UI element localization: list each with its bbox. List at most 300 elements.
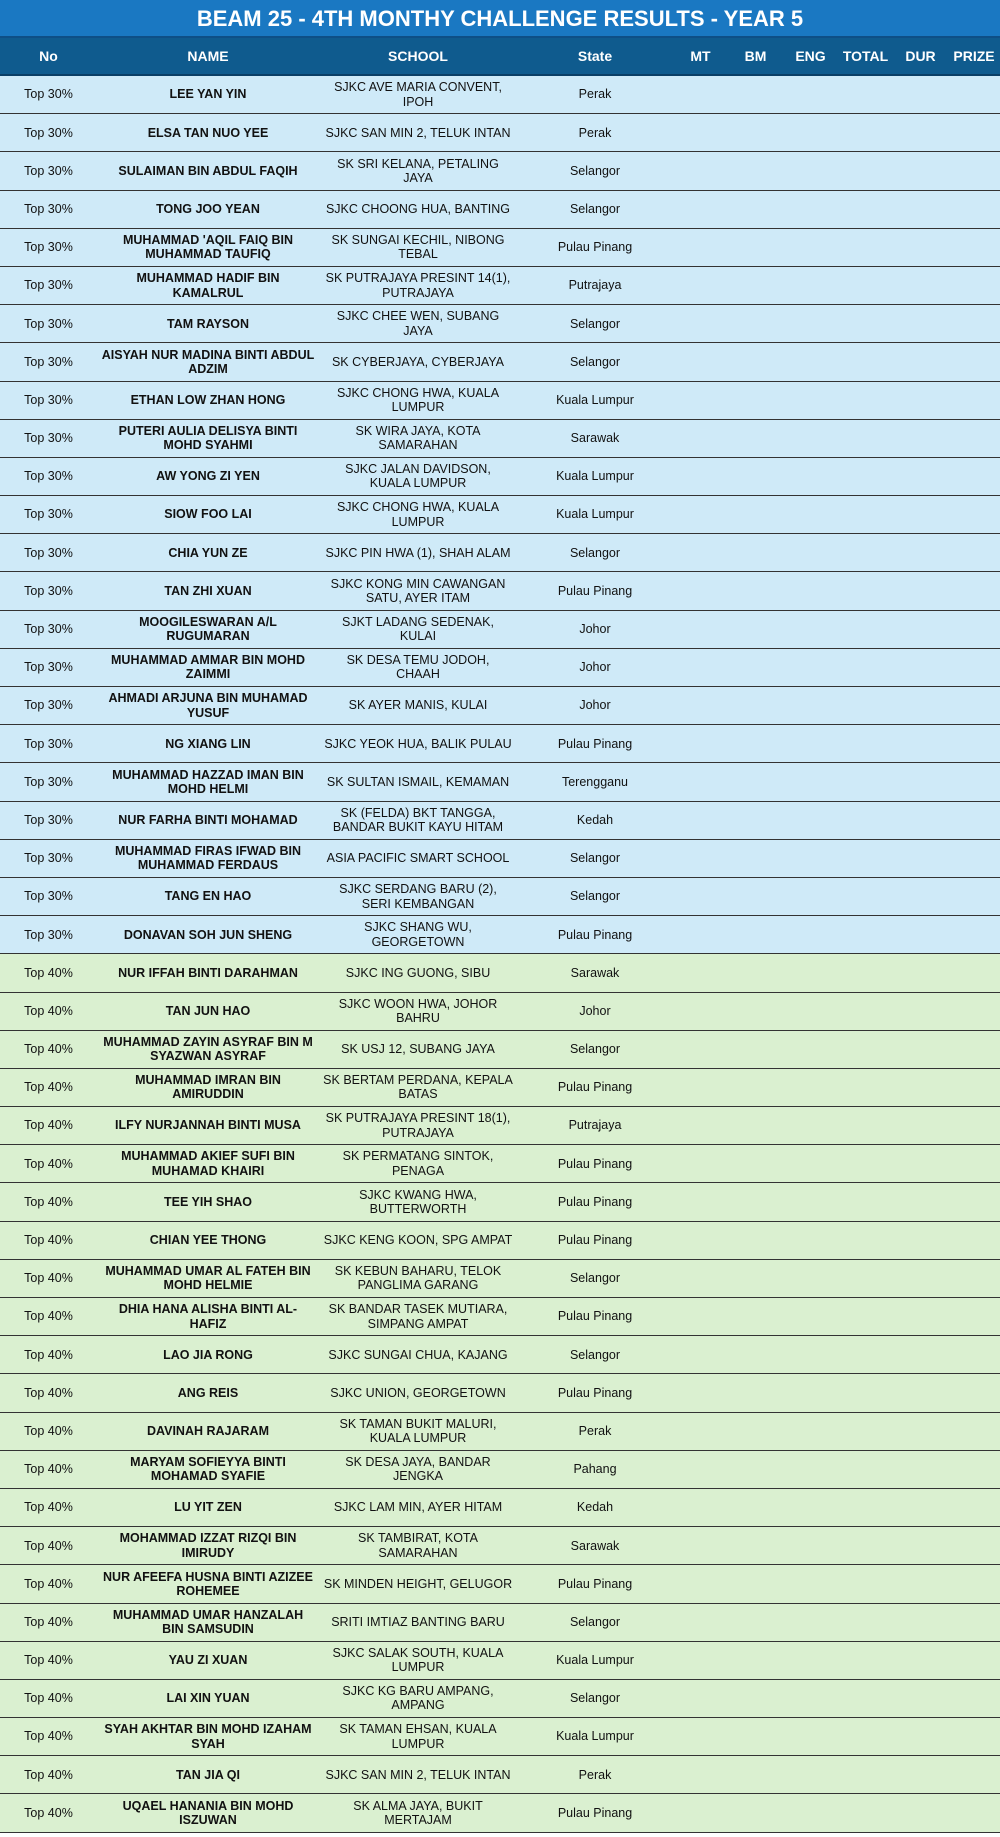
mt-cell [673,1680,728,1717]
eng-cell [783,572,838,609]
eng-cell [783,1604,838,1641]
total-cell [838,1031,893,1068]
eng-cell [783,1451,838,1488]
eng-cell [783,611,838,648]
bm-cell [728,1183,783,1220]
table-header [0,38,1000,76]
rank-cell: Top 40% [24,1538,73,1553]
table-row [0,114,1000,152]
prize-cell [948,152,1000,189]
school-cell: SJKC SHANG WU, GEORGETOWN [364,920,472,949]
state-cell: Pulau Pinang [557,1233,633,1248]
dur-cell [893,191,948,228]
table-row [0,1031,1000,1069]
name-cell: TAN JIA QI [176,1767,240,1782]
school-cell: SK DESA JAYA, BANDAR JENGKA [345,1454,491,1484]
rank-cell: Top 30% [24,889,73,904]
bm-cell [728,1451,783,1488]
rank-cell: Top 30% [24,698,73,713]
total-cell [838,1069,893,1106]
mt-cell [673,305,728,342]
table-row [0,916,1000,954]
dur-cell [893,1756,948,1793]
total-cell [838,1527,893,1564]
eng-cell [783,1718,838,1755]
name-cell: AW YONG ZI YEN [156,469,260,484]
dur-cell [893,1489,948,1526]
school-cell: SJKC SAN MIN 2, TELUK INTAN [325,125,511,140]
rank-cell: Top 40% [24,1423,73,1438]
total-cell [838,267,893,304]
bm-cell [728,420,783,457]
rank-cell: Top 40% [24,1500,73,1515]
school-cell: SJKC CHONG HWA, KUALA LUMPUR [336,385,500,415]
state-cell: Selangor [569,1347,621,1362]
mt-cell [673,1145,728,1182]
total-cell [838,496,893,533]
mt-cell [673,1794,728,1831]
rank-cell: Top 30% [24,469,73,484]
eng-cell [783,1336,838,1373]
eng-cell [783,152,838,189]
mt-cell [673,611,728,648]
rank-cell: Top 40% [24,1462,73,1477]
bm-cell [728,152,783,189]
school-cell: SRITI IMTIAZ BANTING BARU [331,1614,505,1629]
total-cell [838,191,893,228]
prize-cell [948,649,1000,686]
name-cell: AISYAH NUR MADINA BINTI ABDUL ADZIM [101,347,315,376]
state-cell: Pulau Pinang [557,736,633,751]
table-row [0,1145,1000,1183]
eng-cell [783,1145,838,1182]
eng-cell [783,1565,838,1602]
name-cell: TAM RAYSON [167,316,249,331]
total-cell [838,1145,893,1182]
dur-cell [893,840,948,877]
total-cell [838,534,893,571]
name-cell: MUHAMMAD UMAR AL FATEH BIN MOHD HELMIE [105,1264,311,1293]
prize-cell [948,76,1000,113]
dur-cell [893,1604,948,1641]
mt-cell [673,382,728,419]
rank-cell: Top 40% [24,1653,73,1668]
name-cell: DHIA HANA ALISHA BINTI AL-HAFIZ [118,1302,298,1331]
column-header-prize: PRIZE [953,48,995,64]
prize-cell [948,572,1000,609]
column-header-bm: BM [744,48,767,64]
bm-cell [728,763,783,800]
bm-cell [728,76,783,113]
table-row [0,1451,1000,1489]
name-cell: NG XIANG LIN [165,736,251,751]
state-cell: Kuala Lumpur [556,469,634,484]
state-cell: Selangor [569,316,621,331]
bm-cell [728,802,783,839]
prize-cell [948,496,1000,533]
table-row [0,1413,1000,1451]
name-cell: MUHAMMAD AMMAR BIN MOHD ZAIMMI [111,653,305,682]
state-cell: Pulau Pinang [557,240,633,255]
mt-cell [673,534,728,571]
prize-cell [948,878,1000,915]
mt-cell [673,649,728,686]
rank-cell: Top 30% [24,927,73,942]
table-row [0,1718,1000,1756]
table-row [0,1298,1000,1336]
table-row [0,1260,1000,1298]
state-cell: Terengganu [561,774,629,789]
rank-cell: Top 30% [24,660,73,675]
total-cell [838,763,893,800]
eng-cell [783,343,838,380]
total-cell [838,725,893,762]
dur-cell [893,649,948,686]
school-cell: SK (FELDA) BKT TANGGA, BANDAR BUKIT KAYU HITAM [332,805,504,835]
state-cell: Sarawak [570,431,620,446]
rank-cell: Top 40% [24,1691,73,1706]
table-row [0,1794,1000,1832]
table-row [0,840,1000,878]
table-row [0,1069,1000,1107]
eng-cell [783,191,838,228]
name-cell: AHMADI ARJUNA BIN MUHAMAD YUSUF [108,691,308,720]
table-row [0,993,1000,1031]
school-cell: SK WIRA JAYA, KOTA SAMARAHAN [355,423,481,453]
total-cell [838,1718,893,1755]
bm-cell [728,382,783,419]
rank-cell: Top 40% [24,1805,73,1820]
table-row [0,191,1000,229]
bm-cell [728,1107,783,1144]
prize-cell [948,458,1000,495]
name-cell: SULAIMAN BIN ABDUL FAQIH [118,163,298,178]
mt-cell [673,1336,728,1373]
school-cell: SJKC ING GUONG, SIBU [345,965,491,980]
name-cell: MUHAMMAD 'AQIL FAIQ BIN MUHAMMAD TAUFIQ [122,232,294,262]
total-cell [838,114,893,151]
mt-cell [673,802,728,839]
eng-cell [783,687,838,724]
state-cell: Perak [578,1767,612,1782]
state-cell: Selangor [569,163,621,178]
state-cell: Selangor [569,851,621,866]
mt-cell [673,1565,728,1602]
state-cell: Putrajaya [568,1118,622,1133]
mt-cell [673,267,728,304]
dur-cell [893,114,948,151]
school-cell: SJKC CHONG HWA, KUALA LUMPUR [336,500,500,529]
mt-cell [673,725,728,762]
total-cell [838,878,893,915]
eng-cell [783,725,838,762]
mt-cell [673,1183,728,1220]
school-cell: SJKC UNION, GEORGETOWN [330,1385,506,1400]
name-cell: PUTERI AULIA DELISYA BINTI MOHD SYAHMI [118,423,298,453]
prize-cell [948,1756,1000,1793]
state-cell: Kuala Lumpur [556,1653,634,1668]
school-cell: SK PUTRAJAYA PRESINT 14(1), PUTRAJAYA [325,271,511,300]
school-cell: SK TAMAN BUKIT MALURI, KUALA LUMPUR [339,1416,497,1446]
column-header-total: TOTAL [842,48,889,64]
bm-cell [728,1145,783,1182]
prize-cell [948,305,1000,342]
eng-cell [783,458,838,495]
mt-cell [673,1222,728,1259]
name-cell: DAVINAH RAJARAM [147,1423,269,1438]
name-cell: UQAEL HANANIA BIN MOHD ISZUWAN [122,1798,294,1828]
school-cell: SK USJ 12, SUBANG JAYA [341,1042,495,1057]
school-cell: SJKC SAN MIN 2, TELUK INTAN [325,1767,511,1782]
name-cell: ANG REIS [177,1385,239,1400]
bm-cell [728,1413,783,1450]
rank-cell: Top 40% [24,1003,73,1018]
dur-cell [893,229,948,266]
bm-cell [728,878,783,915]
total-cell [838,420,893,457]
prize-cell [948,229,1000,266]
eng-cell [783,1527,838,1564]
mt-cell [673,1374,728,1411]
state-cell: Pulau Pinang [557,1576,633,1591]
mt-cell [673,1718,728,1755]
prize-cell [948,1527,1000,1564]
state-cell: Johor [579,698,611,713]
state-cell: Selangor [569,545,621,560]
prize-cell [948,420,1000,457]
mt-cell [673,76,728,113]
mt-cell [673,1031,728,1068]
table-row [0,267,1000,305]
name-cell: DONAVAN SOH JUN SHENG [123,927,293,942]
dur-cell [893,305,948,342]
school-cell: SJKC KG BARU AMPANG, AMPANG [342,1684,494,1713]
mt-cell [673,954,728,991]
bm-cell [728,343,783,380]
eng-cell [783,1756,838,1793]
total-cell [838,1183,893,1220]
eng-cell [783,1489,838,1526]
dur-cell [893,1031,948,1068]
state-cell: Kedah [576,1500,614,1515]
school-cell: SJKC AVE MARIA CONVENT, IPOH [334,80,502,109]
rank-cell: Top 40% [24,1576,73,1591]
table-row [0,420,1000,458]
state-cell: Pulau Pinang [557,1309,633,1324]
state-cell: Pulau Pinang [557,1194,633,1209]
prize-cell [948,802,1000,839]
prize-cell [948,1413,1000,1450]
table-row [0,1527,1000,1565]
total-cell [838,840,893,877]
table-row [0,1222,1000,1260]
column-header-state: State [577,48,613,64]
dur-cell [893,420,948,457]
prize-cell [948,1183,1000,1220]
name-cell: CHIAN YEE THONG [149,1233,267,1248]
eng-cell [783,496,838,533]
prize-cell [948,916,1000,953]
column-header-no: No [39,48,58,64]
mt-cell [673,1413,728,1450]
prize-cell [948,725,1000,762]
prize-cell [948,1794,1000,1831]
bm-cell [728,1756,783,1793]
rank-cell: Top 30% [24,201,73,216]
table-row [0,611,1000,649]
table-row [0,458,1000,496]
rank-cell: Top 30% [24,163,73,178]
state-cell: Selangor [569,1614,621,1629]
total-cell [838,152,893,189]
eng-cell [783,229,838,266]
eng-cell [783,763,838,800]
table-row [0,802,1000,840]
prize-cell [948,1374,1000,1411]
prize-cell [948,1451,1000,1488]
rank-cell: Top 30% [24,125,73,140]
prize-cell [948,1107,1000,1144]
prize-cell [948,1642,1000,1679]
school-cell: SK AYER MANIS, KULAI [348,698,488,713]
rank-cell: Top 40% [24,1080,73,1095]
bm-cell [728,1260,783,1297]
rank-cell: Top 30% [24,354,73,369]
dur-cell [893,1718,948,1755]
name-cell: MUHAMMAD IMRAN BIN AMIRUDDIN [135,1073,281,1102]
state-cell: Pulau Pinang [557,1156,633,1171]
school-cell: SK CYBERJAYA, CYBERJAYA [331,354,505,369]
mt-cell [673,993,728,1030]
eng-cell [783,1680,838,1717]
dur-cell [893,76,948,113]
name-cell: MUHAMMAD ZAYIN ASYRAF BIN M SYAZWAN ASYRAF [103,1034,313,1064]
table-row [0,649,1000,687]
dur-cell [893,1451,948,1488]
total-cell [838,1489,893,1526]
mt-cell [673,1604,728,1641]
rank-cell: Top 40% [24,1767,73,1782]
state-cell: Kedah [576,812,614,827]
name-cell: ILFY NURJANNAH BINTI MUSA [115,1118,301,1133]
total-cell [838,229,893,266]
table-row [0,496,1000,534]
name-cell: TEE YIH SHAO [164,1194,252,1209]
total-cell [838,1336,893,1373]
bm-cell [728,1222,783,1259]
total-cell [838,76,893,113]
bm-cell [728,267,783,304]
name-cell: MOHAMMAD IZZAT RIZQI BIN IMIRUDY [119,1531,297,1560]
total-cell [838,1756,893,1793]
mt-cell [673,1451,728,1488]
mt-cell [673,1298,728,1335]
results-table [0,76,1000,1833]
total-cell [838,687,893,724]
name-cell: MUHAMMAD HADIF BIN KAMALRUL [136,271,280,300]
dur-cell [893,1413,948,1450]
state-cell: Selangor [569,201,621,216]
eng-cell [783,993,838,1030]
rank-cell: Top 30% [24,851,73,866]
table-row [0,152,1000,190]
prize-cell [948,1489,1000,1526]
school-cell: SJKC WOON HWA, JOHOR BAHRU [338,996,498,1026]
total-cell [838,305,893,342]
eng-cell [783,1183,838,1220]
state-cell: Perak [578,125,612,140]
bm-cell [728,1527,783,1564]
dur-cell [893,1527,948,1564]
name-cell: LU YIT ZEN [174,1500,242,1515]
eng-cell [783,1794,838,1831]
school-cell: SK PERMATANG SINTOK, PENAGA [342,1149,494,1178]
table-row [0,1107,1000,1145]
state-cell: Pulau Pinang [557,1385,633,1400]
total-cell [838,382,893,419]
dur-cell [893,1680,948,1717]
state-cell: Pulau Pinang [557,1805,633,1820]
total-cell [838,1565,893,1602]
dur-cell [893,1107,948,1144]
table-row [0,1336,1000,1374]
table-row [0,1642,1000,1680]
total-cell [838,1413,893,1450]
prize-cell [948,687,1000,724]
total-cell [838,458,893,495]
total-cell [838,1222,893,1259]
table-row [0,1183,1000,1221]
dur-cell [893,572,948,609]
eng-cell [783,305,838,342]
school-cell: SK PUTRAJAYA PRESINT 18(1), PUTRAJAYA [325,1111,511,1140]
name-cell: NUR FARHA BINTI MOHAMAD [118,812,298,827]
bm-cell [728,611,783,648]
eng-cell [783,1298,838,1335]
mt-cell [673,763,728,800]
rank-cell: Top 30% [24,431,73,446]
mt-cell [673,1107,728,1144]
bm-cell [728,305,783,342]
mt-cell [673,458,728,495]
name-cell: ELSA TAN NUO YEE [147,125,269,140]
mt-cell [673,572,728,609]
total-cell [838,649,893,686]
bm-cell [728,954,783,991]
bm-cell [728,840,783,877]
bm-cell [728,191,783,228]
school-cell: SJKC KONG MIN CAWANGAN SATU, AYER ITAM [330,576,506,606]
rank-cell: Top 40% [24,965,73,980]
name-cell: LEE YAN YIN [169,87,247,102]
table-row [0,1565,1000,1603]
total-cell [838,1642,893,1679]
state-cell: Selangor [569,889,621,904]
rank-cell: Top 30% [24,622,73,637]
name-cell: TAN ZHI XUAN [164,583,252,598]
table-row [0,878,1000,916]
school-cell: SJKC JALAN DAVIDSON, KUALA LUMPUR [345,462,491,491]
school-cell: SK MINDEN HEIGHT, GELUGOR [323,1576,513,1591]
state-cell: Selangor [569,1691,621,1706]
prize-cell [948,1680,1000,1717]
prize-cell [948,1336,1000,1373]
name-cell: CHIA YUN ZE [168,545,248,560]
bm-cell [728,993,783,1030]
table-row [0,534,1000,572]
total-cell [838,1374,893,1411]
prize-cell [948,382,1000,419]
